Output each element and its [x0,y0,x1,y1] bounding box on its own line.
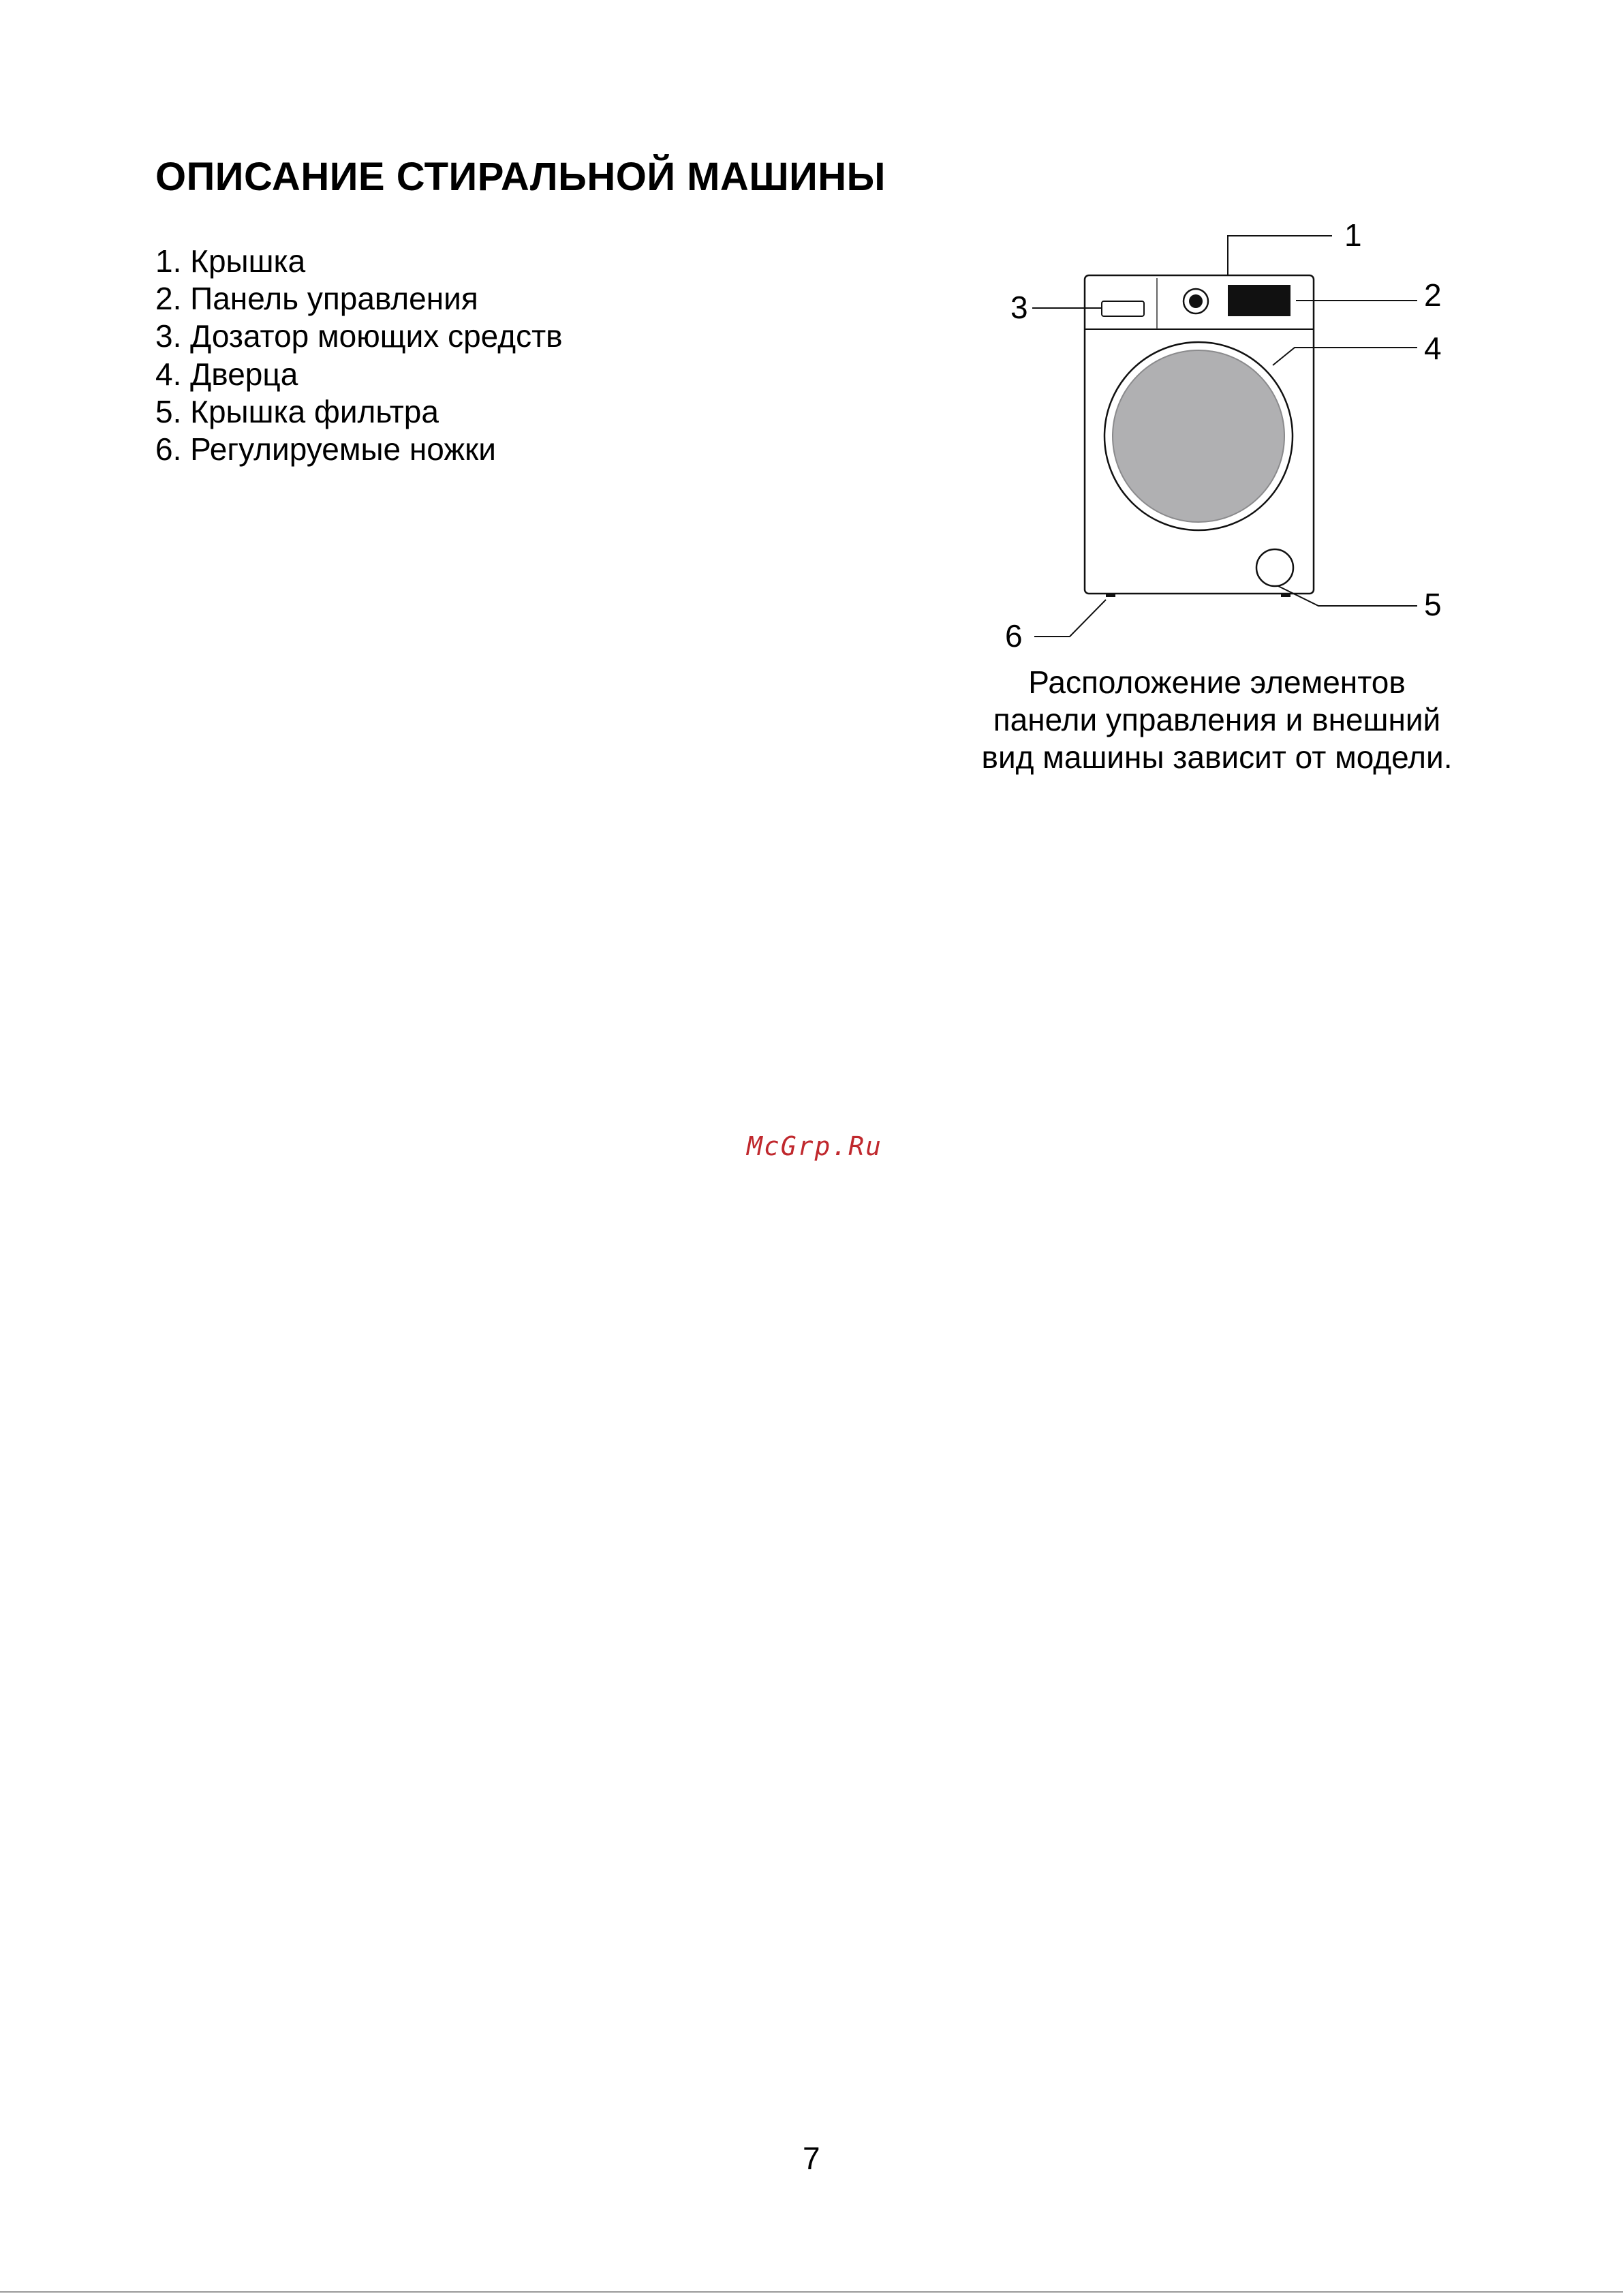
list-item: 1. Крышка [155,243,306,279]
parts-list [155,243,563,468]
diagram-caption [940,664,1494,776]
callout-1: 1 [1344,217,1362,253]
callout-2: 2 [1424,277,1442,313]
bottom-divider [0,2291,1623,2293]
foot-right [1281,594,1290,597]
callout-3: 3 [1010,290,1028,325]
watermark: McGrp.Ru [747,1131,883,1161]
program-knob-center [1189,294,1203,308]
washing-machine-illustration [981,204,1485,654]
page-number: 7 [803,2141,820,2176]
leader-line-6 [1034,600,1106,637]
callout-4: 4 [1424,331,1442,366]
list-item: 3. Дозатор моющих средств [155,318,563,354]
filter-cover [1256,549,1293,586]
foot-left [1106,594,1115,597]
washing-machine-diagram [981,204,1485,654]
page-title: ОПИСАНИЕ СТИРАЛЬНОЙ МАШИНЫ [155,155,886,199]
list-item: 2. Панель управления [155,281,478,317]
list-item: 4. Дверца [155,356,298,392]
callout-5: 5 [1424,587,1442,622]
caption-line: панели управления и внешний [993,702,1441,737]
display-panel [1228,285,1290,316]
leader-line-1 [1228,236,1332,275]
caption-line: Расположение элементов [1028,664,1406,700]
list-item: 5. Крышка фильтра [155,393,439,429]
caption-line: вид машины зависит от модели. [981,739,1453,775]
detergent-drawer [1102,301,1144,316]
callout-6: 6 [1005,618,1023,654]
list-item: 6. Регулируемые ножки [155,431,496,468]
door-glass [1113,350,1284,522]
